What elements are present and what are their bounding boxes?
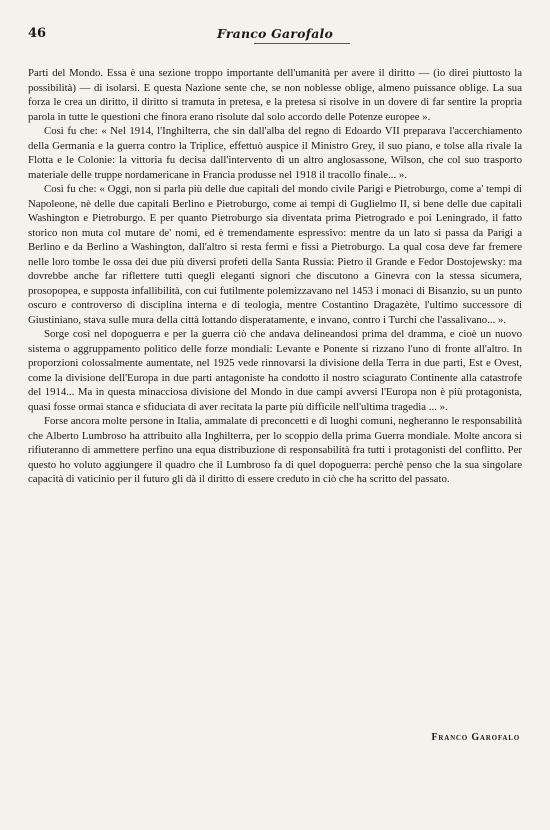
paragraph-1: Parti del Mondo. Essa è una sezione troppo importante dell'umanità per avere il diritto — (io direi piuttosto la possibilità) — di isolarsi. E questa Nazione sente che, se non noblesse oblige, almeno puissance oblige. La sua forza le crea un diritto, il diritto si tramuta in pretesa, e la pretesa si risolve in un dovere di far sentire la propria parola in tutte le questioni che finora erano risolute dal solo accordo delle Potenze europee ». xyxy=(28,67,522,123)
author-signature: Franco Garofalo xyxy=(431,732,520,743)
paragraph-5: Forse ancora molte persone in Italia, ammalate di preconcetti e di luoghi comuni, negheranno le responsabilità che Alberto Lumbroso ha attribuito alla Inghilterra, per lo scoppio della prima Guerra mondiale. Molte ancora si rifiuteranno di ammettere perfino una equa distribuzione di responsabilità fra tutti i protagonisti del conflitto. Per questo ho voluto aggiungere il quadro che il Lumbroso fa di quel dopoguerra: perchè penso che la sua singolare capacità di vaticinio per il futuro gli dà il diritto di essere creduto in ciò che ha scritto del passato. xyxy=(28,415,522,485)
page-header xyxy=(28,26,522,46)
paragraph-3: Così fu che: « Oggi, non si parla più delle due capitali del mondo civile Parigi e Pietroburgo, come a' tempi di Napoleone, nè delle due capitali Berlino e Pietroburgo, come ai tempi di Guglielmo II, sì bene delle due capitali Washington e Pietroburgo. E per quanto Pietroburgo sia diventata prima Pietrogrado e poi Leningrado, il fatto storico non muta col mutare de' nomi, ed è tremendamente espressivo: mentre da un lato si passa da Parigi a Berlino e da Berlino a Washington, dall'altro si resta fermi e fissi a Pietroburgo. La qual cosa deve far fremere nelle loro tombe le ossa dei due più diversi profeti della Santa Russia: Pietro il Grande e Fedor Dostojewsky: ma dovrebbe anche far riflettere tutti quegli eleganti signori che discutono a Ginevra con la stessa sicumera, prosopopea, e supposta infallibilità, con cui futilmente polemizzavano nel 1453 i monaci di Bisanzio, su un punto oscuro e controverso di disciplina interna e di teologia, mentre Costantino Dragazète, l'ultimo successore di Giustiniano, stava sulle mura della città lottando disperatamente, e invano, contro i Turchi che l'assalivano... ». xyxy=(28,183,522,326)
paragraph-2: Così fu che: « Nel 1914, l'Inghilterra, che sin dall'alba del regno di Edoardo VII preparava l'accerchiamento della Germania e la guerra contro la Triplice, effettuò auspice il Ministro Grey, il suo piano, e tolse alla rivale la Flotta e le Colonie: la vittoria fu decisa dall'intervento di un altro anglosassone, Wilson, che col suo trasporto materiale delle truppe nordamericane in Francia produsse nel 1918 il tracollo finale... ». xyxy=(28,125,522,181)
header-rule xyxy=(254,43,350,44)
running-head: Franco Garofalo xyxy=(217,26,333,41)
paragraph-4: Sorge così nel dopoguerra e per la guerra ciò che andava delineandosi prima del dramma, e cioè un nuovo sistema o aggruppamento politico delle forze mondiali: Levante e Ponente si rizzano l'uno di fronte all'altro. In proporzioni colossalmente aumentate, nel 1925 vede rinnovarsi la divisione della Terra in due parti, Est e Ovest, come la divisione dell'Europa in due parti antagoniste ha condotto il nostro sciagurato Continente alla catastrofe del 1914... Ma in questa minacciosa divisione del Mondo in due campi avversi l'Europa non è più protagonista, quasi fosse ormai stanca e sfiduciata di aver recitata la parte più difficile nell'ultima tragedia ... ». xyxy=(28,328,522,413)
page-body xyxy=(28,66,522,487)
page-number: 46 xyxy=(28,26,47,41)
